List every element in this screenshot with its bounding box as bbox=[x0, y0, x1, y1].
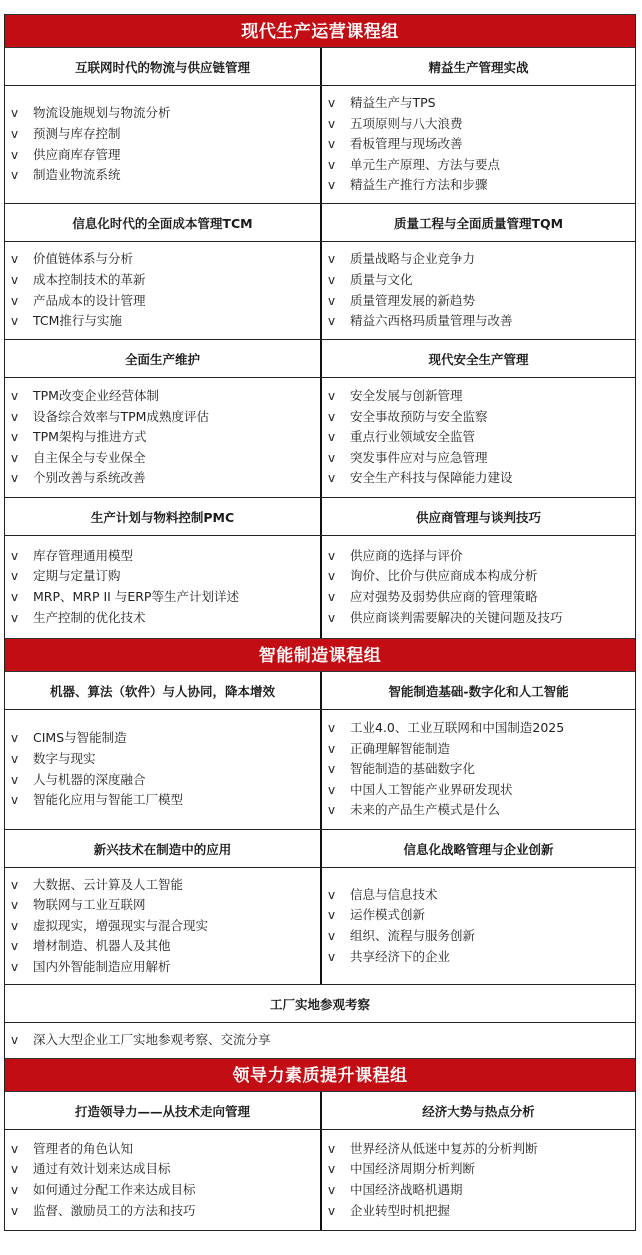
check-mark-icon: v bbox=[11, 793, 19, 808]
topic-text: 自主保全与专业保全 bbox=[33, 449, 146, 465]
course-title: 质量工程与全面质量管理TQM bbox=[393, 215, 564, 231]
check-mark-icon: v bbox=[328, 887, 336, 902]
topic-text: 精益生产与TPS bbox=[350, 95, 436, 111]
check-mark-icon: v bbox=[11, 751, 19, 766]
list-item bbox=[5, 770, 320, 791]
list-item bbox=[322, 926, 635, 947]
topic-text: 安全发展与创新管理 bbox=[350, 388, 463, 404]
topic-text: 增材制造、机器人及其他 bbox=[33, 938, 171, 954]
course-group-header: 智能制造课程组 bbox=[5, 638, 635, 672]
list-item bbox=[322, 759, 635, 780]
list-item bbox=[322, 311, 635, 332]
list-item bbox=[5, 566, 320, 587]
check-mark-icon: v bbox=[328, 96, 336, 111]
list-item bbox=[5, 1159, 320, 1180]
course-title-row bbox=[5, 498, 635, 536]
check-mark-icon: v bbox=[328, 430, 336, 445]
course-content-row bbox=[5, 536, 635, 638]
list-item bbox=[5, 270, 320, 291]
course-topic-list bbox=[5, 536, 322, 638]
list-item bbox=[322, 800, 635, 821]
list-item bbox=[322, 885, 635, 906]
list-item bbox=[5, 468, 320, 489]
check-mark-icon: v bbox=[328, 1203, 336, 1218]
check-mark-icon: v bbox=[11, 548, 19, 563]
course-topic-list bbox=[5, 242, 322, 339]
topic-text: 安全生产科技与保障能力建设 bbox=[350, 470, 513, 486]
topic-text: 精益六西格玛质量管理与改善 bbox=[350, 313, 513, 329]
check-mark-icon: v bbox=[328, 137, 336, 152]
list-item bbox=[5, 936, 320, 957]
course-title: 供应商管理与谈判技巧 bbox=[415, 509, 541, 525]
list-item bbox=[322, 1159, 635, 1180]
topic-text: 五项原则与八大浪费 bbox=[350, 115, 463, 131]
course-topic-list bbox=[322, 536, 635, 638]
list-item bbox=[322, 546, 635, 567]
course-topic-list bbox=[5, 1130, 322, 1230]
course-group-header: 现代生产运营课程组 bbox=[5, 14, 635, 48]
list-item bbox=[322, 427, 635, 448]
list-item bbox=[5, 124, 320, 145]
check-mark-icon: v bbox=[328, 1183, 336, 1197]
course-topic-list bbox=[5, 710, 322, 829]
topic-text: MRP、MRP II 与ERP等生产计划详述 bbox=[33, 589, 239, 604]
course-content-row bbox=[5, 868, 635, 985]
list-item bbox=[5, 407, 320, 428]
topic-text: 虚拟现实，增强现实与混合现实 bbox=[33, 917, 209, 933]
check-mark-icon: v bbox=[328, 908, 336, 923]
topic-text: 中国经济战略机遇期 bbox=[350, 1182, 463, 1197]
course-content-row bbox=[5, 1130, 635, 1230]
check-mark-icon: v bbox=[11, 610, 19, 625]
list-item bbox=[322, 448, 635, 469]
check-mark-icon: v bbox=[328, 178, 336, 193]
topic-text: 看板管理与现场改善 bbox=[350, 136, 463, 152]
list-item bbox=[322, 1139, 635, 1160]
topic-text: 国内外智能制造应用解析 bbox=[33, 958, 171, 974]
list-item bbox=[322, 739, 635, 760]
course-title: 新兴技术在制造中的应用 bbox=[5, 830, 322, 867]
list-item bbox=[322, 114, 635, 135]
course-title: 机器、算法（软件）与人协同，降本增效 bbox=[5, 672, 322, 709]
topic-text: 物流设施规划与物流分析 bbox=[33, 105, 171, 121]
list-item bbox=[322, 175, 635, 196]
topic-text: 如何通过分配工作来达成目标 bbox=[33, 1182, 196, 1197]
list-item bbox=[5, 749, 320, 770]
topic-text: 质量与文化 bbox=[350, 271, 413, 287]
topic-text: CIMS与智能制造 bbox=[33, 730, 127, 746]
check-mark-icon: v bbox=[11, 939, 19, 954]
check-mark-icon: v bbox=[11, 772, 19, 787]
course-title-row bbox=[5, 340, 635, 378]
list-item bbox=[5, 291, 320, 312]
course-content-row bbox=[5, 1023, 635, 1058]
check-mark-icon: v bbox=[11, 409, 19, 424]
check-mark-icon: v bbox=[11, 147, 19, 162]
check-mark-icon: v bbox=[328, 762, 336, 777]
topic-text: 突发事件应对与应急管理 bbox=[350, 449, 488, 465]
list-item bbox=[5, 1139, 320, 1160]
check-mark-icon: v bbox=[11, 126, 19, 141]
check-mark-icon: v bbox=[328, 721, 336, 736]
check-mark-icon: v bbox=[11, 272, 19, 287]
check-mark-icon: v bbox=[11, 1141, 19, 1156]
list-item bbox=[5, 895, 320, 916]
check-mark-icon: v bbox=[328, 116, 336, 131]
list-item bbox=[322, 249, 635, 270]
course-topic-list bbox=[5, 868, 322, 984]
list-item bbox=[5, 608, 320, 629]
course-title: 全面生产维护 bbox=[5, 340, 322, 377]
list-item bbox=[5, 1030, 635, 1051]
course-content-row bbox=[5, 710, 635, 830]
list-item bbox=[322, 947, 635, 968]
list-item bbox=[322, 1180, 635, 1201]
topic-text: 定期与定量订购 bbox=[33, 568, 121, 584]
course-content-row bbox=[5, 86, 635, 204]
list-item bbox=[5, 165, 320, 186]
list-item bbox=[5, 587, 320, 608]
course-title: 打造领导力——从技术走向管理 bbox=[5, 1092, 322, 1129]
topic-text: 成本控制技术的革新 bbox=[33, 271, 146, 287]
list-item bbox=[5, 448, 320, 469]
topic-text: 智能制造的基础数字化 bbox=[350, 761, 476, 777]
topic-text: 工业4.0、工业互联网和中国制造2025 bbox=[350, 720, 565, 736]
list-item bbox=[5, 103, 320, 124]
list-item bbox=[322, 587, 635, 608]
course-title: 信息化战略管理与企业创新 bbox=[403, 841, 554, 857]
course-group-header: 领导力素质提升课程组 bbox=[5, 1058, 635, 1092]
check-mark-icon: v bbox=[11, 918, 19, 933]
check-mark-icon: v bbox=[328, 803, 336, 818]
list-item bbox=[5, 249, 320, 270]
topic-text: 未来的产品生产模式是什么 bbox=[350, 802, 501, 818]
check-mark-icon: v bbox=[11, 959, 19, 974]
list-item bbox=[322, 718, 635, 739]
course-title-row bbox=[5, 672, 635, 710]
check-mark-icon: v bbox=[11, 569, 19, 584]
list-item bbox=[5, 875, 320, 896]
topic-text: 大数据、云计算及人工智能 bbox=[33, 876, 184, 892]
list-item bbox=[5, 790, 320, 811]
course-topic-list bbox=[322, 378, 635, 497]
check-mark-icon: v bbox=[11, 1203, 19, 1218]
list-item bbox=[322, 905, 635, 926]
check-mark-icon: v bbox=[328, 471, 336, 486]
topic-text: 单元生产原理、方法与要点 bbox=[350, 156, 501, 172]
course-catalog-table bbox=[4, 14, 636, 1231]
check-mark-icon: v bbox=[328, 272, 336, 287]
list-item bbox=[5, 1201, 320, 1222]
list-item bbox=[5, 728, 320, 749]
topic-text: 价值链体系与分析 bbox=[33, 251, 134, 267]
topic-text: TPM架构与推进方式 bbox=[33, 429, 147, 445]
check-mark-icon: v bbox=[11, 106, 19, 121]
check-mark-icon: v bbox=[328, 293, 336, 308]
topic-text: 深入大型企业工厂实地参观考察、交流分享 bbox=[33, 1032, 271, 1048]
check-mark-icon: v bbox=[11, 471, 19, 486]
topic-text: 智能化应用与智能工厂模型 bbox=[33, 792, 184, 808]
check-mark-icon: v bbox=[11, 168, 19, 183]
topic-text: 生产控制的优化技术 bbox=[33, 609, 146, 625]
topic-text: 企业转型时机把握 bbox=[350, 1202, 451, 1218]
list-item bbox=[322, 291, 635, 312]
check-mark-icon: v bbox=[11, 1162, 19, 1177]
topic-text: 预测与库存控制 bbox=[33, 125, 121, 141]
check-mark-icon: v bbox=[11, 430, 19, 445]
topic-text: 询价、比价与供应商成本构成分析 bbox=[350, 568, 538, 584]
check-mark-icon: v bbox=[328, 157, 336, 172]
list-item bbox=[322, 780, 635, 801]
list-item bbox=[5, 145, 320, 166]
list-item bbox=[322, 93, 635, 114]
course-title-row bbox=[5, 204, 635, 242]
check-mark-icon: v bbox=[11, 252, 19, 267]
topic-text: 供应商库存管理 bbox=[33, 146, 121, 162]
list-item bbox=[5, 386, 320, 407]
check-mark-icon: v bbox=[328, 314, 336, 329]
check-mark-icon: v bbox=[11, 450, 19, 465]
course-topic-list bbox=[5, 378, 322, 497]
topic-text: 产品成本的设计管理 bbox=[33, 292, 146, 308]
topic-text: 应对强势及弱势供应商的管理策略 bbox=[350, 589, 538, 604]
topic-text: 库存管理通用模型 bbox=[33, 547, 134, 563]
course-topic-list bbox=[322, 868, 635, 984]
course-topic-list bbox=[5, 86, 322, 203]
topic-text: 数字与现实 bbox=[33, 750, 96, 766]
check-mark-icon: v bbox=[328, 929, 336, 943]
topic-text: 设备综合效率与TPM成熟度评估 bbox=[33, 408, 209, 424]
list-item bbox=[322, 566, 635, 587]
course-title-row bbox=[5, 830, 635, 868]
course-title: 经济大势与热点分析 bbox=[422, 1103, 535, 1119]
topic-text: 供应商谈判需要解决的关键问题及技巧 bbox=[350, 609, 563, 625]
check-mark-icon: v bbox=[11, 731, 19, 746]
topic-text: 中国经济周期分析判断 bbox=[350, 1161, 476, 1177]
topic-text: TPM改变企业经营体制 bbox=[33, 388, 159, 404]
course-topic-list bbox=[322, 710, 635, 829]
topic-text: 监督、激励员工的方法和技巧 bbox=[33, 1202, 196, 1218]
course-topic-list bbox=[322, 1130, 635, 1230]
list-item bbox=[322, 608, 635, 629]
list-item bbox=[322, 134, 635, 155]
topic-text: 世界经济从低迷中复苏的分析判断 bbox=[350, 1140, 538, 1156]
list-item bbox=[322, 270, 635, 291]
course-title-row bbox=[5, 985, 635, 1023]
topic-text: 质量管理发展的新趋势 bbox=[350, 292, 476, 308]
topic-text: 个别改善与系统改善 bbox=[33, 470, 146, 486]
course-title: 工厂实地参观考察 bbox=[269, 996, 370, 1012]
topic-text: 共享经济下的企业 bbox=[350, 948, 451, 964]
list-item bbox=[5, 546, 320, 567]
course-title-row bbox=[5, 48, 635, 86]
check-mark-icon: v bbox=[328, 409, 336, 424]
list-item bbox=[322, 468, 635, 489]
course-title: 智能制造基础-数字化和人工智能 bbox=[388, 683, 569, 699]
list-item bbox=[5, 427, 320, 448]
check-mark-icon: v bbox=[328, 569, 336, 584]
check-mark-icon: v bbox=[328, 1141, 336, 1156]
list-item bbox=[5, 311, 320, 332]
course-content-row bbox=[5, 242, 635, 340]
topic-text: 中国人工智能产业界研发现状 bbox=[350, 781, 513, 797]
check-mark-icon: v bbox=[328, 590, 336, 604]
topic-text: TCM推行与实施 bbox=[33, 313, 122, 329]
course-topic-list bbox=[322, 86, 635, 203]
course-topic-list bbox=[5, 1023, 635, 1058]
topic-text: 供应商的选择与评价 bbox=[350, 547, 463, 563]
topic-text: 人与机器的深度融合 bbox=[33, 771, 146, 787]
topic-text: 组织、流程与服务创新 bbox=[350, 928, 476, 943]
topic-text: 通过有效计划来达成目标 bbox=[33, 1161, 171, 1177]
check-mark-icon: v bbox=[328, 949, 336, 964]
list-item bbox=[322, 155, 635, 176]
check-mark-icon: v bbox=[11, 590, 19, 604]
check-mark-icon: v bbox=[11, 293, 19, 308]
course-topic-list bbox=[322, 242, 635, 339]
topic-text: 制造业物流系统 bbox=[33, 167, 121, 183]
course-title: 互联网时代的物流与供应链管理 bbox=[5, 48, 322, 85]
course-title: 生产计划与物料控制PMC bbox=[5, 498, 322, 535]
course-title: 精益生产管理实战 bbox=[428, 59, 529, 75]
list-item bbox=[5, 957, 320, 978]
course-title: 现代安全生产管理 bbox=[428, 351, 529, 367]
list-item bbox=[5, 916, 320, 937]
topic-text: 安全事故预防与安全监察 bbox=[350, 408, 488, 424]
list-item bbox=[322, 407, 635, 428]
topic-text: 物联网与工业互联网 bbox=[33, 897, 146, 913]
check-mark-icon: v bbox=[11, 1183, 19, 1197]
topic-text: 质量战略与企业竞争力 bbox=[350, 251, 476, 267]
list-item bbox=[322, 1201, 635, 1222]
course-title-row bbox=[5, 1092, 635, 1130]
check-mark-icon: v bbox=[328, 450, 336, 465]
list-item bbox=[322, 386, 635, 407]
topic-text: 精益生产推行方法和步骤 bbox=[350, 177, 488, 193]
course-title: 信息化时代的全面成本管理TCM bbox=[5, 204, 322, 241]
list-item bbox=[5, 1180, 320, 1201]
check-mark-icon: v bbox=[328, 548, 336, 563]
topic-text: 管理者的角色认知 bbox=[33, 1140, 134, 1156]
check-mark-icon: v bbox=[328, 782, 336, 797]
check-mark-icon: v bbox=[328, 252, 336, 267]
check-mark-icon: v bbox=[11, 877, 19, 892]
topic-text: 重点行业领域安全监管 bbox=[350, 429, 476, 445]
check-mark-icon: v bbox=[11, 314, 19, 329]
check-mark-icon: v bbox=[11, 898, 19, 913]
check-mark-icon: v bbox=[328, 610, 336, 625]
topic-text: 运作模式创新 bbox=[350, 907, 426, 923]
course-content-row bbox=[5, 378, 635, 498]
check-mark-icon: v bbox=[328, 741, 336, 756]
topic-text: 正确理解智能制造 bbox=[350, 740, 451, 756]
check-mark-icon: v bbox=[328, 1162, 336, 1177]
check-mark-icon: v bbox=[328, 389, 336, 404]
topic-text: 信息与信息技术 bbox=[350, 886, 438, 902]
check-mark-icon: v bbox=[11, 389, 19, 404]
check-mark-icon: v bbox=[11, 1033, 19, 1048]
